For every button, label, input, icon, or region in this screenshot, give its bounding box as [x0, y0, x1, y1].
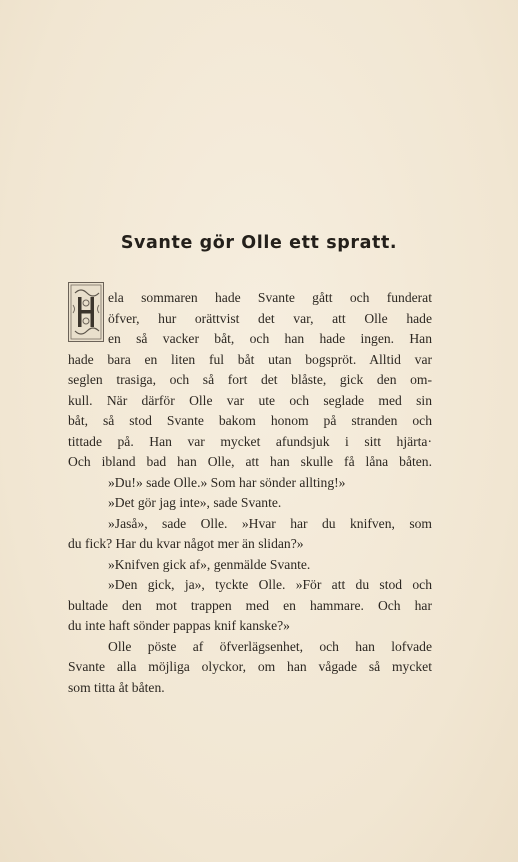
text-line: båt, så stod Svante bakom honom på stranden och: [68, 413, 432, 428]
text-line: »Knifven gick af», genmälde Svante.: [108, 556, 311, 572]
text-line: en så vacker båt, och han hade ingen. Han: [108, 331, 432, 346]
text-line: »Det gör jag inte», sade Svante.: [108, 495, 282, 510]
chapter-title: Svante gör Olle ett spratt.: [120, 233, 398, 253]
text-line: öfver, hur orättvist det var, att Olle hade: [108, 310, 432, 326]
text-line: du inte haft sönder pappas knif kanske?»: [68, 618, 290, 633]
text-line: Och ibland bad han Olle, att han skulle få låna båten.: [68, 454, 432, 469]
text-line: Svante alla möjliga olyckor, om han vågade så mycket: [68, 659, 432, 674]
text-line: du fick? Har du kvar något mer än slidan?»: [68, 536, 304, 551]
text-line: seglen trasiga, och så fort det blåste, gick den om-: [68, 372, 432, 387]
text-line: som titta åt båten.: [68, 679, 165, 695]
text-line: »Jaså», sade Olle. »Hvar har du knifven, som: [108, 515, 432, 531]
text-line: ela sommaren hade Svante gått och funderat: [108, 290, 432, 305]
text-line: bultade den mot trappen med en hammare. Och har: [68, 597, 432, 613]
text-line: tittade på. Han var mycket afundsjuk i sitt hjärta·: [68, 433, 432, 449]
text-line: »Du!» sade Olle.» Som har sönder allting!»: [108, 474, 346, 490]
text-line: kull. När därför Olle var ute och seglade med sin: [68, 392, 432, 408]
text-line: Olle pöste af öfverlägsenhet, och han lofvade: [108, 638, 432, 654]
text-line: hade bara en liten ful båt utan bogspröt. Alltid var: [68, 351, 432, 367]
text-line: »Den gick, ja», tyckte Olle. »För att du stod och: [108, 577, 432, 592]
body-text: [68, 288, 432, 698]
